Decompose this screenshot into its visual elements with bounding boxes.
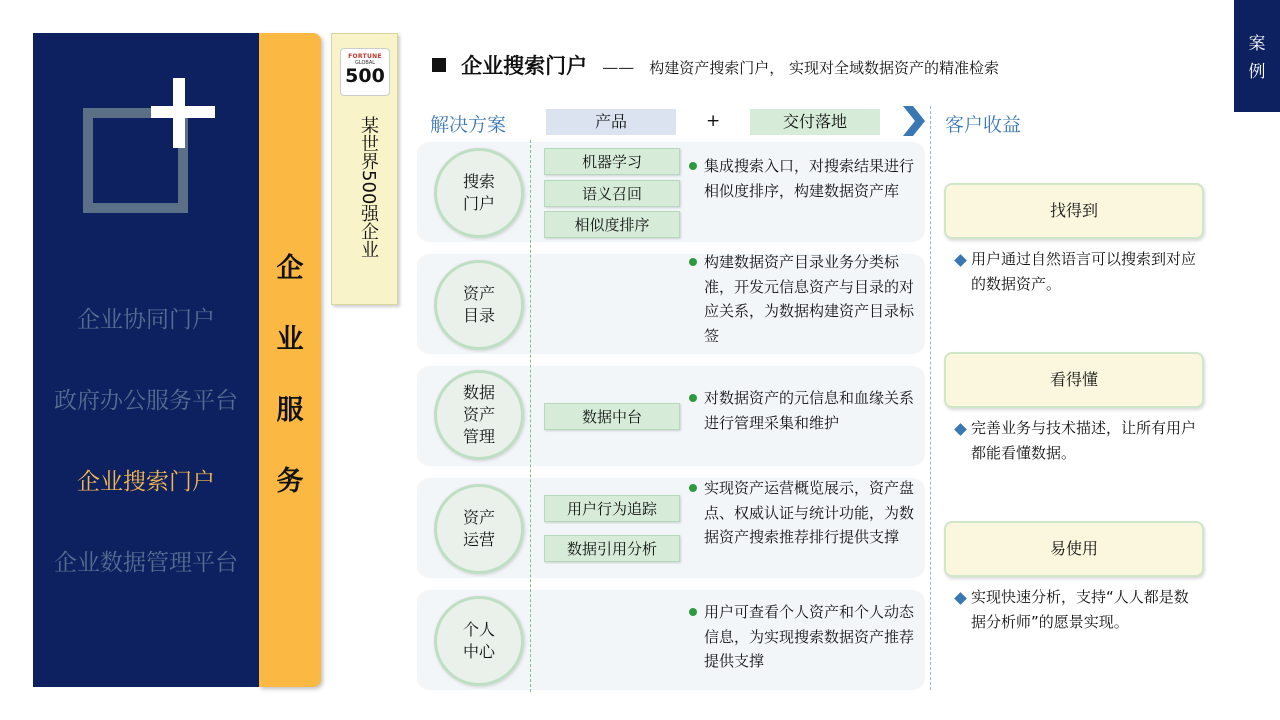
benefit-easy-to-use-desc: 实现快速分析，支持“人人都是数据分析师”的愿景实现。	[956, 585, 1201, 635]
chip-machine-learning: 机器学习	[544, 148, 680, 175]
nav-item-search-portal[interactable]: 企业搜索门户	[77, 469, 215, 495]
circle-asset-management: 数据 资产 管理	[434, 370, 524, 460]
plus-sign: +	[706, 111, 721, 131]
bar-char: 企	[276, 253, 304, 284]
circle-search-portal: 搜索 门户	[434, 148, 524, 238]
bar-char: 业	[276, 324, 304, 355]
page-title: 企业搜索门户	[461, 54, 588, 78]
chip-data-citation-analysis: 数据引用分析	[544, 535, 680, 562]
benefit-easy-to-use: 易使用	[944, 521, 1204, 577]
bullet-dot-icon	[689, 162, 697, 170]
chip-data-middle-platform: 数据中台	[544, 403, 680, 430]
page-header	[432, 50, 999, 80]
page-subtitle: 构建资产搜索门户， 实现对全域数据资产的精准检索	[649, 59, 1000, 77]
solution-label: 解决方案	[430, 114, 507, 136]
enterprise-service-bar	[259, 33, 321, 687]
benefit-findable-desc: 用户通过自然语言可以搜索到对应的数据资产。	[956, 247, 1201, 297]
desc-asset-catalog: 构建数据资产目录业务分类标准，开发元信息资产与目录的对应关系，为数据构建资产目录标签	[704, 250, 926, 348]
delivery-header: 交付落地	[750, 109, 880, 135]
diamond-bullet-icon	[954, 423, 967, 436]
bullet-dot-icon	[689, 608, 697, 616]
nav-item-data-mgmt-platform[interactable]: 企业数据管理平台	[54, 550, 238, 576]
circle-asset-catalog: 资产 目录	[434, 260, 524, 350]
bullet-dot-icon	[689, 258, 697, 266]
product-header: 产品	[546, 109, 676, 135]
client-box	[331, 33, 398, 305]
desc-personal-center: 用户可查看个人资产和个人动态信息，为实现搜索数据资产推荐提供支撑	[704, 600, 926, 674]
desc-search-portal: 集成搜索入口，对搜索结果进行相似度排序，构建数据资产库	[704, 154, 926, 203]
bar-char: 务	[276, 466, 304, 497]
left-panel	[33, 33, 259, 687]
title-dash: ——	[602, 58, 635, 77]
square-bullet-icon	[432, 58, 446, 72]
logo-icon	[83, 78, 218, 213]
divider-line	[930, 106, 931, 690]
bar-char: 服	[276, 395, 304, 426]
fortune-500-logo: FORTUNE GLOBAL 500	[340, 48, 390, 96]
circle-asset-operation: 资产 运营	[434, 484, 524, 574]
bullet-dot-icon	[689, 394, 697, 402]
desc-asset-management: 对数据资产的元信息和血缘关系进行管理采集和维护	[704, 386, 926, 435]
nav-item-gov-office-platform[interactable]: 政府办公服务平台	[54, 388, 238, 414]
bullet-dot-icon	[689, 484, 697, 492]
case-badge: 案 例	[1234, 0, 1280, 112]
chevron-right-icon	[903, 106, 925, 136]
client-name: 某世界500强企业	[358, 116, 379, 259]
benefit-understandable: 看得懂	[944, 352, 1204, 408]
diamond-bullet-icon	[954, 254, 967, 267]
circle-personal-center: 个人 中心	[434, 596, 524, 686]
benefit-findable: 找得到	[944, 183, 1204, 239]
row-divider-line	[530, 140, 531, 692]
benefit-understandable-desc: 完善业务与技术描述，让所有用户都能看懂数据。	[956, 416, 1201, 466]
desc-asset-operation: 实现资产运营概览展示，资产盘点、权威认证与统计功能，为数据资产搜索推荐排行提供支撑	[704, 476, 926, 550]
diamond-bullet-icon	[954, 592, 967, 605]
chip-semantic-recall: 语义召回	[544, 180, 680, 207]
benefit-label: 客户收益	[945, 114, 1022, 136]
nav-item-collab-portal[interactable]: 企业协同门户	[77, 307, 215, 333]
chip-user-behavior-tracking: 用户行为追踪	[544, 495, 680, 522]
chip-similarity-ranking: 相似度排序	[544, 211, 680, 238]
